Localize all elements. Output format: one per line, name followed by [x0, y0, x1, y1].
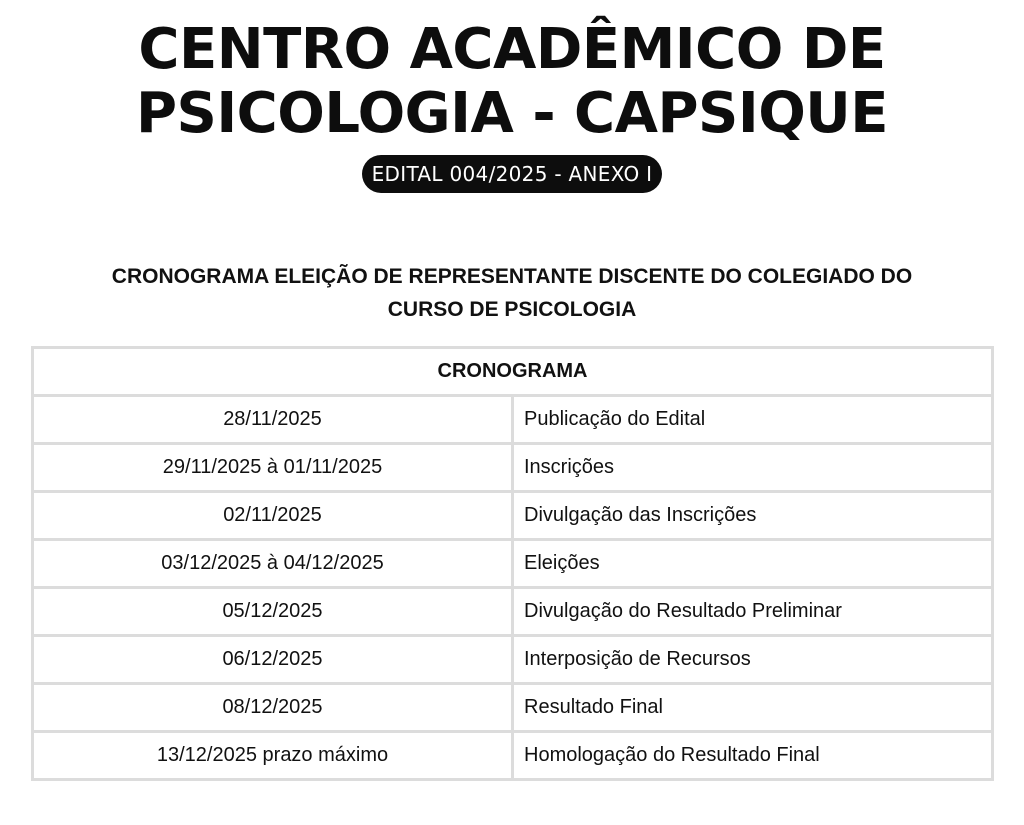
schedule-header-row: [33, 348, 993, 396]
row-event: Resultado Final: [513, 684, 993, 732]
table-row: [33, 540, 993, 588]
organization-title-line-1: CENTRO ACADÊMICO DE: [138, 17, 886, 82]
row-date: 13/12/2025 prazo máximo: [33, 732, 513, 780]
row-date: 05/12/2025: [33, 588, 513, 636]
table-row: [33, 492, 993, 540]
table-row: [33, 636, 993, 684]
row-date: 29/11/2025 à 01/11/2025: [33, 444, 513, 492]
row-event: Interposição de Recursos: [513, 636, 993, 684]
row-date: 02/11/2025: [33, 492, 513, 540]
document-heading-line-1: CRONOGRAMA ELEIÇÃO DE REPRESENTANTE DISCENTE DO COLEGIADO DO: [111, 265, 913, 288]
schedule-table: [31, 346, 994, 781]
row-event: Divulgação do Resultado Preliminar: [513, 588, 993, 636]
row-event: Eleições: [513, 540, 993, 588]
row-event: Publicação do Edital: [513, 396, 993, 444]
table-row: [33, 396, 993, 444]
document-heading: [40, 260, 984, 326]
row-event: Inscrições: [513, 444, 993, 492]
organization-title: [0, 18, 1024, 146]
document-heading-line-2: CURSO DE PSICOLOGIA: [387, 298, 637, 321]
table-row: [33, 588, 993, 636]
row-event: Homologação do Resultado Final: [513, 732, 993, 780]
table-row: [33, 444, 993, 492]
organization-title-line-2: PSICOLOGIA - CAPSIQUE: [135, 81, 889, 146]
row-date: 03/12/2025 à 04/12/2025: [33, 540, 513, 588]
edital-badge: EDITAL 004/2025 - ANEXO I: [362, 155, 662, 193]
row-date: 28/11/2025: [33, 396, 513, 444]
row-date: 08/12/2025: [33, 684, 513, 732]
row-event: Divulgação das Inscrições: [513, 492, 993, 540]
table-row: [33, 732, 993, 780]
row-date: 06/12/2025: [33, 636, 513, 684]
schedule-header: CRONOGRAMA: [33, 348, 993, 396]
table-row: [33, 684, 993, 732]
